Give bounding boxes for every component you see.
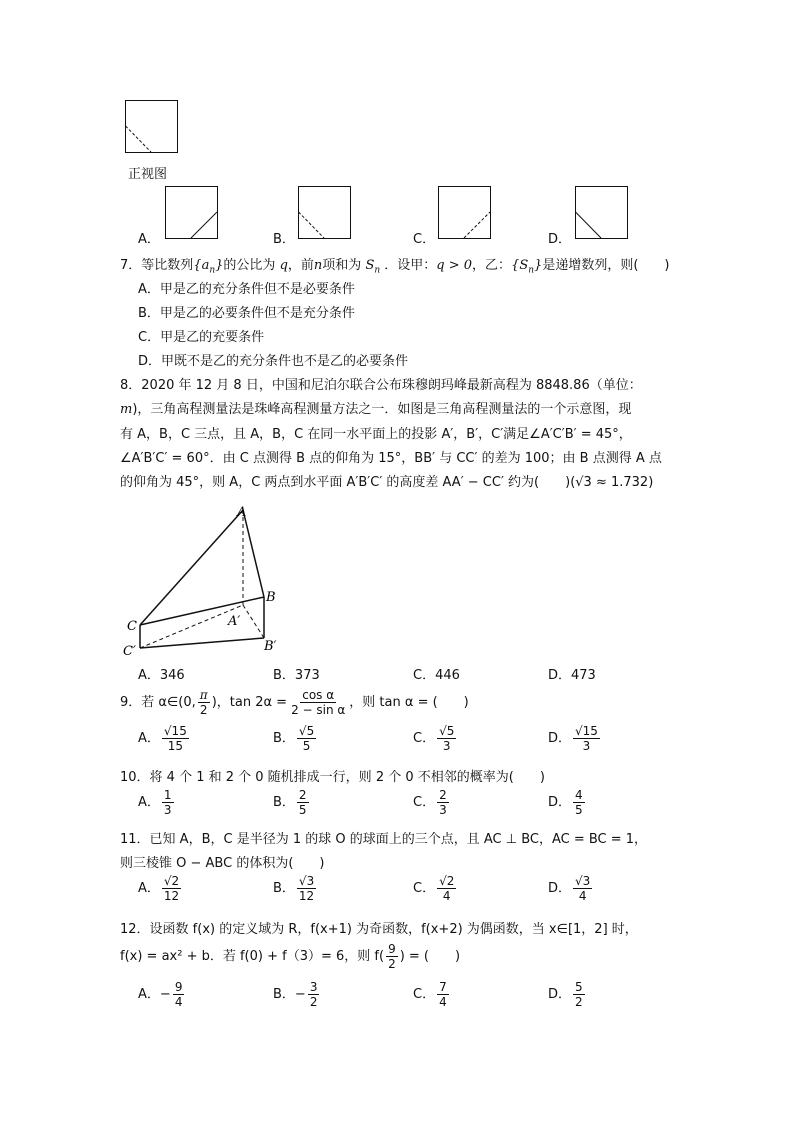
q6-option-c-figure bbox=[438, 186, 492, 240]
q6-option-b-figure bbox=[298, 186, 352, 240]
q6-option-c[interactable]: C． bbox=[413, 232, 436, 247]
q6-option-b[interactable]: B． bbox=[273, 232, 295, 247]
fig-label-c: C bbox=[127, 619, 137, 634]
q11-option-a[interactable]: A． $\frac{√2}{12}$ bbox=[138, 874, 180, 903]
q8-option-a[interactable]: A．346 bbox=[138, 668, 185, 683]
fig-label-b1: B′ bbox=[264, 639, 277, 654]
q7-option-a[interactable]: A．甲是乙的充分条件但不是必要条件 bbox=[138, 282, 355, 297]
q10-option-b[interactable]: B． $\frac{2}{5}$ bbox=[273, 788, 307, 817]
front-view-figure bbox=[125, 100, 179, 154]
q9-stem: 9．若 α∈(0, $\frac{\pi}{2}$ )，tan 2α = $\frac{\text{cos α}}{\text{2 − sin α}}$ ，则 tan α = ( ) bbox=[120, 688, 469, 717]
front-view-label: 正视图 bbox=[128, 167, 168, 182]
q7-option-d[interactable]: D．甲既不是乙的充分条件也不是乙的必要条件 bbox=[138, 354, 409, 369]
fig-label-c1: C′ bbox=[123, 644, 136, 659]
q11-option-c[interactable]: C． $\frac{√2}{4}$ bbox=[413, 874, 455, 903]
q9-option-a[interactable]: A． $\frac{√15}{15}$ bbox=[138, 724, 187, 753]
q8-figure bbox=[118, 500, 288, 660]
q12-line-1: 12．设函数 f(x) 的定义域为 R，f(x+1) 为奇函数，f(x+2) 为偶函数，当 x∈[1，2] 时， bbox=[120, 922, 638, 937]
q12-option-a[interactable]: A．− $\frac{9}{4}$ bbox=[138, 980, 183, 1009]
q8-option-c[interactable]: C．446 bbox=[413, 668, 460, 683]
q6-option-a[interactable]: A． bbox=[138, 232, 160, 247]
q7-option-c[interactable]: C．甲是乙的充要条件 bbox=[138, 330, 265, 345]
q12-option-d[interactable]: D． $\frac{5}{2}$ bbox=[548, 980, 583, 1009]
q10-stem: 10．将 4 个 1 和 2 个 0 随机排成一行，则 2 个 0 不相邻的概率为( ) bbox=[120, 770, 545, 785]
q11-line-2: 则三棱锥 O − ABC 的体积为( ) bbox=[120, 856, 325, 871]
q6-option-d-figure bbox=[575, 186, 629, 240]
q7-stem: 7．等比数列$\{a_n\}$的公比为 q，前n项和为 $S_n$ ．设甲：q > 0，乙：$\{S_n\}$是递增数列，则( ) bbox=[120, 258, 670, 276]
q12-option-b[interactable]: B．− $\frac{3}{2}$ bbox=[273, 980, 318, 1009]
q9-option-b[interactable]: B． $\frac{√5}{5}$ bbox=[273, 724, 315, 753]
q8-option-d[interactable]: D．473 bbox=[548, 668, 596, 683]
q12-line-2: f(x) = ax² + b．若 f(0) + f（3）= 6，则 f( $\frac{9}{2}$ ) = ( ) bbox=[120, 942, 461, 971]
q9-option-c[interactable]: C． $\frac{√5}{3}$ bbox=[413, 724, 455, 753]
q8-line-5: 的仰角为 45°，则 A，C 两点到水平面 A′B′C′ 的高度差 AA′ − CC′ 约为( )(√3 ≈ 1.732) bbox=[120, 475, 654, 490]
q12-option-c[interactable]: C． $\frac{7}{4}$ bbox=[413, 980, 447, 1009]
q11-line-1: 11．已知 A，B，C 是半径为 1 的球 O 的球面上的三个点，且 AC ⊥ BC，AC = BC = 1， bbox=[120, 832, 648, 847]
q10-option-a[interactable]: A． $\frac{1}{3}$ bbox=[138, 788, 172, 817]
q7-option-b[interactable]: B．甲是乙的必要条件但不是充分条件 bbox=[138, 306, 355, 321]
q11-option-d[interactable]: D． $\frac{√3}{4}$ bbox=[548, 874, 591, 903]
q8-line-1: 8．2020 年 12 月 8 日，中国和尼泊尔联合公布珠穆朗玛峰最新高程为 8848.86（单位： bbox=[120, 378, 642, 393]
q8-option-b[interactable]: B．373 bbox=[273, 668, 320, 683]
q8-line-3: 有 A，B，C 三点，且 A，B，C 在同一水平面上的投影 A′，B′，C′满足∠A′C′B′ = 45°， bbox=[120, 427, 632, 442]
q9-option-d[interactable]: D． $\frac{√15}{3}$ bbox=[548, 724, 598, 753]
q8-line-2: m)，三角高程测量法是珠峰高程测量方法之一．如图是三角高程测量法的一个示意图，现 bbox=[120, 402, 632, 417]
q8-line-4: ∠A′B′C′ = 60°．由 C 点测得 B 点的仰角为 15°，BB′ 与 CC′ 的差为 100；由 B 点测得 A 点 bbox=[120, 451, 662, 466]
fig-label-a: A bbox=[237, 505, 247, 520]
q6-option-a-figure bbox=[165, 186, 219, 240]
q10-option-d[interactable]: D． $\frac{4}{5}$ bbox=[548, 788, 583, 817]
fig-label-b: B bbox=[266, 590, 276, 605]
fig-label-a1: A′ bbox=[228, 614, 241, 629]
q6-option-d[interactable]: D． bbox=[548, 232, 572, 247]
q11-option-b[interactable]: B． $\frac{√3}{12}$ bbox=[273, 874, 315, 903]
q10-option-c[interactable]: C． $\frac{2}{3}$ bbox=[413, 788, 447, 817]
